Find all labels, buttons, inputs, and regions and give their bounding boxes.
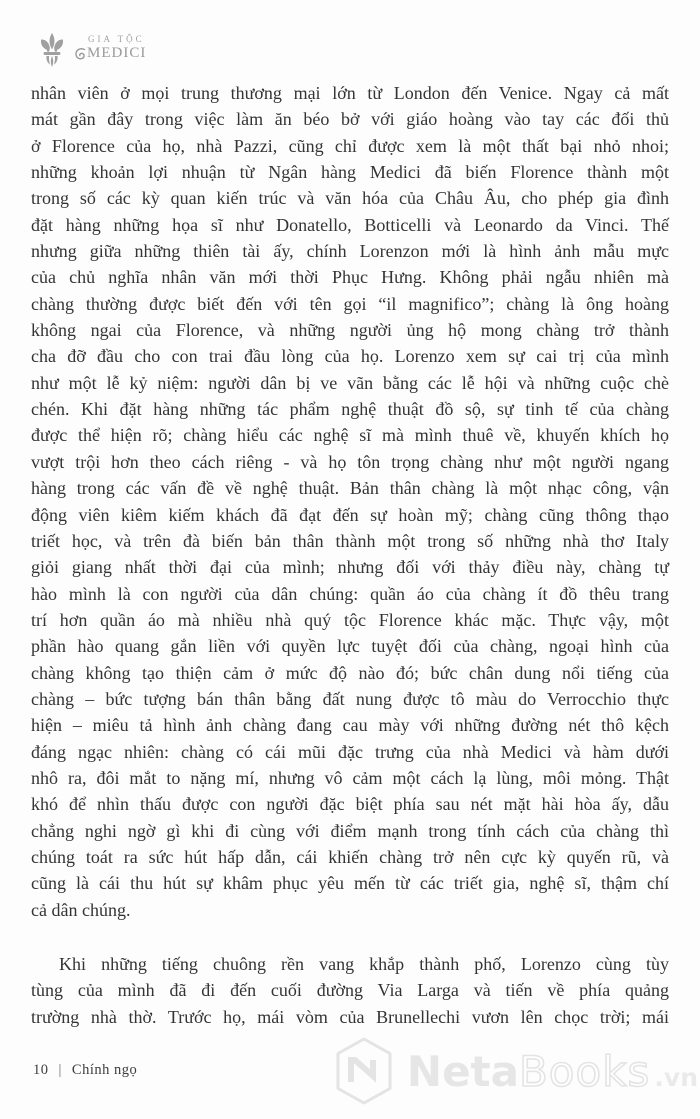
text-line: hào mình là con người của dân chúng: quần áo của chàng ít đồ thêu trang xyxy=(31,583,669,604)
text-line: như một lễ kỷ niệm: người dân bị ve vãn bằng các lễ hội và những cuộc chè xyxy=(31,372,669,393)
series-name: MEDICI xyxy=(87,45,147,61)
text-line: nhân viên ở mọi trung thương mại lớn từ London đến Venice. Ngay cả mất xyxy=(31,83,669,103)
text-line: tùng của mình đã đi đến cuối đường Via Larga và tiến về phía quảng xyxy=(31,980,669,1001)
series-label: GIA TỘC xyxy=(88,34,145,44)
series-logo xyxy=(74,30,146,62)
watermark-brand-tld: .vn xyxy=(654,1062,698,1092)
text-line: động viên kiêm kiếm khách đã đạt đến sự hoàn mỹ; chàng cũng thông thạo xyxy=(31,504,669,525)
text-line: phần hào quang gắn liền với quyền lực tuyệt đối của chàng, ngoại hình của xyxy=(31,636,669,657)
text-line: chẳng nghi ngờ gì khi đi cùng với điểm mạnh trong tính cách của chàng thì xyxy=(31,820,669,841)
text-line: mát gần đây trong việc làm ăn béo bở với giáo hoàng vào tay các đối thủ xyxy=(31,109,669,130)
text-line: chén. Khi đặt hàng những tác phẩm nghệ thuật đồ sộ, sự tinh tế của chàng xyxy=(31,399,669,420)
text-line: chàng thường được biết đến với tên gọi “il magnifico”; chàng là ông hoàng xyxy=(31,293,669,314)
text-line: cả dân chúng. xyxy=(31,899,131,920)
text-line: trong số các kỳ quan kiến trúc và văn hóa của Châu Âu, cho phép gia đình xyxy=(31,188,669,209)
chapter-title: Chính ngọ xyxy=(71,1062,138,1078)
page-footer xyxy=(33,1062,137,1079)
ornament-icon xyxy=(74,47,87,62)
text-line: chúng toát ra sức hút hấp dẫn, cái khiến chàng trở nên cực kỳ quyến rũ, và xyxy=(31,846,669,867)
text-line: nhưng giữa những thiên tài ấy, chính Lorenzon mới là hình ảnh mẫu mực xyxy=(31,241,669,262)
netabooks-logo-icon xyxy=(333,1036,395,1106)
text-line: triết học, và trên đà biến bản thân thành một trong số những nhà thơ Italy xyxy=(31,530,669,551)
text-line: nhô ra, đôi mắt to nặng mí, nhưng vô cảm một cách lạ lùng, môi mỏng. Thật xyxy=(31,767,669,788)
text-line: của chủ nghĩa nhân văn mới thời Phục Hưng. Không phải ngẫu nhiên mà xyxy=(31,267,669,288)
paragraph xyxy=(31,951,669,1030)
text-line: vượt trội hơn theo cách riêng - và họ tôn trọng chàng như một người ngang xyxy=(31,451,669,472)
text-line: không ngai của Florence, và những người ủng hộ mong chàng trở thành xyxy=(31,320,669,341)
text-line: những khoản lợi nhuận từ Ngân hàng Medici đã biến Florence thành một xyxy=(31,162,669,183)
text-line: cha đỡ đầu cho con trai đầu lòng của họ. Lorenzo xem sự cai trị của mình xyxy=(31,346,669,367)
fleur-de-lis-icon xyxy=(39,32,65,70)
text-line: trường nhà thờ. Trước họ, mái vòm của Brunellechi vươn lên chọc trời; mái xyxy=(31,1006,669,1027)
text-line: trí hơn quần áo mà nhiều nhà quý tộc Florence khác mặc. Thực vậy, một xyxy=(31,609,669,630)
text-line: giỏi giang nhất thời đại của mình; nhưng đối với thảy điều này, chàng tự xyxy=(31,557,669,578)
netabooks-watermark xyxy=(333,1036,698,1106)
text-line: đáng ngạc nhiên: chàng có cái mũi đặc trưng của nhà Medici và hàm dưới xyxy=(31,741,669,762)
footer-separator: | xyxy=(58,1062,62,1078)
text-line: chàng – bức tượng bán thân bằng đất nung được tô màu do Verrocchio thực xyxy=(31,688,669,709)
text-line: Khi những tiếng chuông rền vang khắp thành phố, Lorenzo cùng tùy xyxy=(59,954,669,974)
text-line: chàng không tạo thiện cảm ở mức độ nào đó; bức chân dung nổi tiếng của xyxy=(31,662,669,683)
text-line: hiện – miêu tả hình ảnh chàng đang cau mày với những đường nét thô kệch xyxy=(31,715,669,736)
text-line: ở Florence của họ, nhà Pazzi, cũng chỉ được xem là một thất bại nhỏ nhoi; xyxy=(31,135,669,156)
running-header xyxy=(39,30,146,70)
text-line: đặt hàng những họa sĩ như Donatello, Botticelli và Leonardo da Vinci. Thế xyxy=(31,214,669,235)
text-block xyxy=(31,80,669,1030)
text-line: hàng trong các vấn đề về nghệ thuật. Bản thân chàng là một nhạc công, vận xyxy=(31,478,669,499)
text-line: cũng là cái thu hút sự khâm phục yêu mến từ các triết gia, nghệ sĩ, thậm chí xyxy=(31,873,669,894)
watermark-brand-secondary: Books xyxy=(518,1046,651,1096)
text-line: được thể hiện rõ; chàng hiểu các nghệ sĩ mà mình thuê về, khuyến khích họ xyxy=(31,425,669,446)
page-number: 10 xyxy=(33,1062,49,1078)
watermark-brand-main: Neta xyxy=(406,1046,519,1096)
paragraph xyxy=(31,80,669,923)
text-line: khó để nhìn thấu được con người đặc biệt phía sau nét mặt hài hòa ấy, dẫu xyxy=(31,794,669,815)
